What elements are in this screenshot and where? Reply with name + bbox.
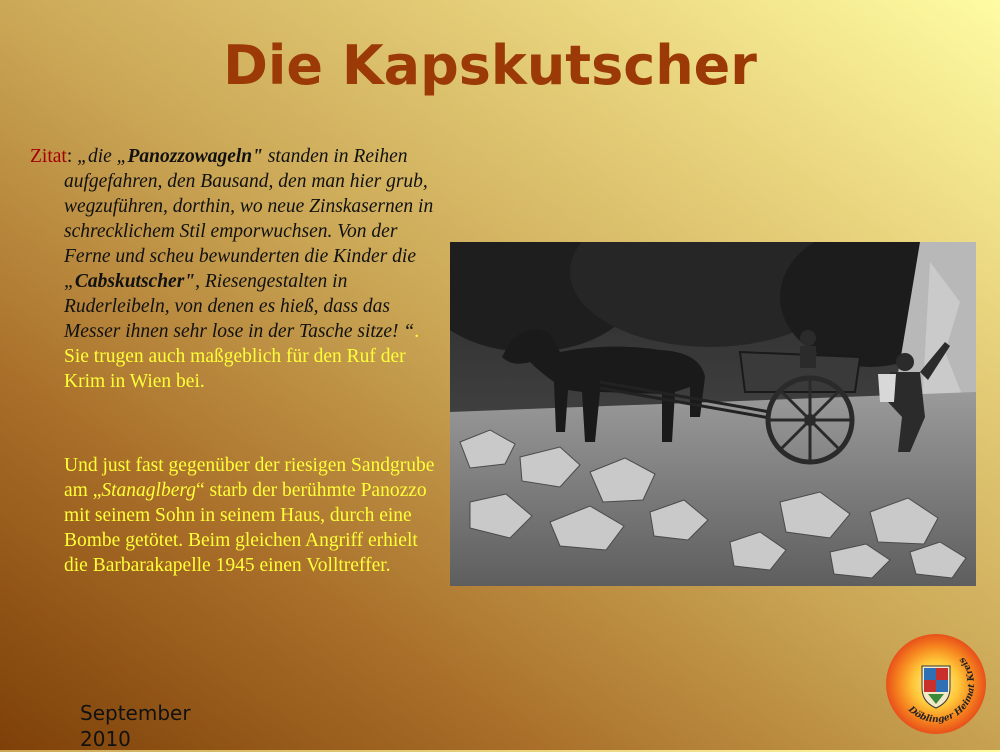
slide-title: Die Kapskutscher [223, 34, 757, 97]
horse-cart-photo [450, 242, 976, 586]
quote-label: Zitat [30, 146, 67, 167]
quote-text-3: , Riesengestalten in Ruderleibeln, von denen es hieß, dass das Messer ihnen sehr lose in der Tasche sitze! “ [64, 271, 415, 342]
date-year: 2010 [80, 727, 131, 751]
quote-colon: : [66, 146, 73, 167]
heimatkreis-logo [884, 632, 988, 736]
date-footer [80, 700, 240, 752]
date-month: September [80, 701, 191, 725]
quote-term-panozzowageln: Panozzowageln" [127, 146, 263, 167]
quote-text-2: standen in Reihen aufgefahren, den Bausand, den man hier grub, wegzuführen, dorthin, wo neue Zinskasernen in schrecklichem Stil emporwuchsen. Von der Ferne und scheu bewunderten die Kinder die „ [64, 146, 434, 292]
svg-text:Döblinger Heimat Kreis: Döblinger Heimat Kreis [906, 654, 978, 726]
quote-paragraph [30, 144, 442, 394]
para2-text-a: Und just fast gegenüber der riesigen Sandgrube am „ [64, 455, 435, 501]
quote-text-4: . Sie trugen auch maßgeblich für den Ruf der Krim in Wien bei. [64, 321, 420, 392]
quote-term-cabskutscher: Cabskutscher" [74, 271, 196, 292]
second-paragraph [64, 453, 444, 578]
para2-text-c: “ starb der berühmte Panozzo mit seinem Sohn in seinem Haus, durch eine Bombe getötet. Beim gleichen Angriff erhielt die Barbarakapelle 1945 einen Volltreffer. [64, 480, 427, 576]
quote-block [30, 144, 442, 394]
quote-text-1: „die „ [72, 146, 128, 167]
para2-place-stanaglberg: Stanaglberg [101, 480, 196, 501]
